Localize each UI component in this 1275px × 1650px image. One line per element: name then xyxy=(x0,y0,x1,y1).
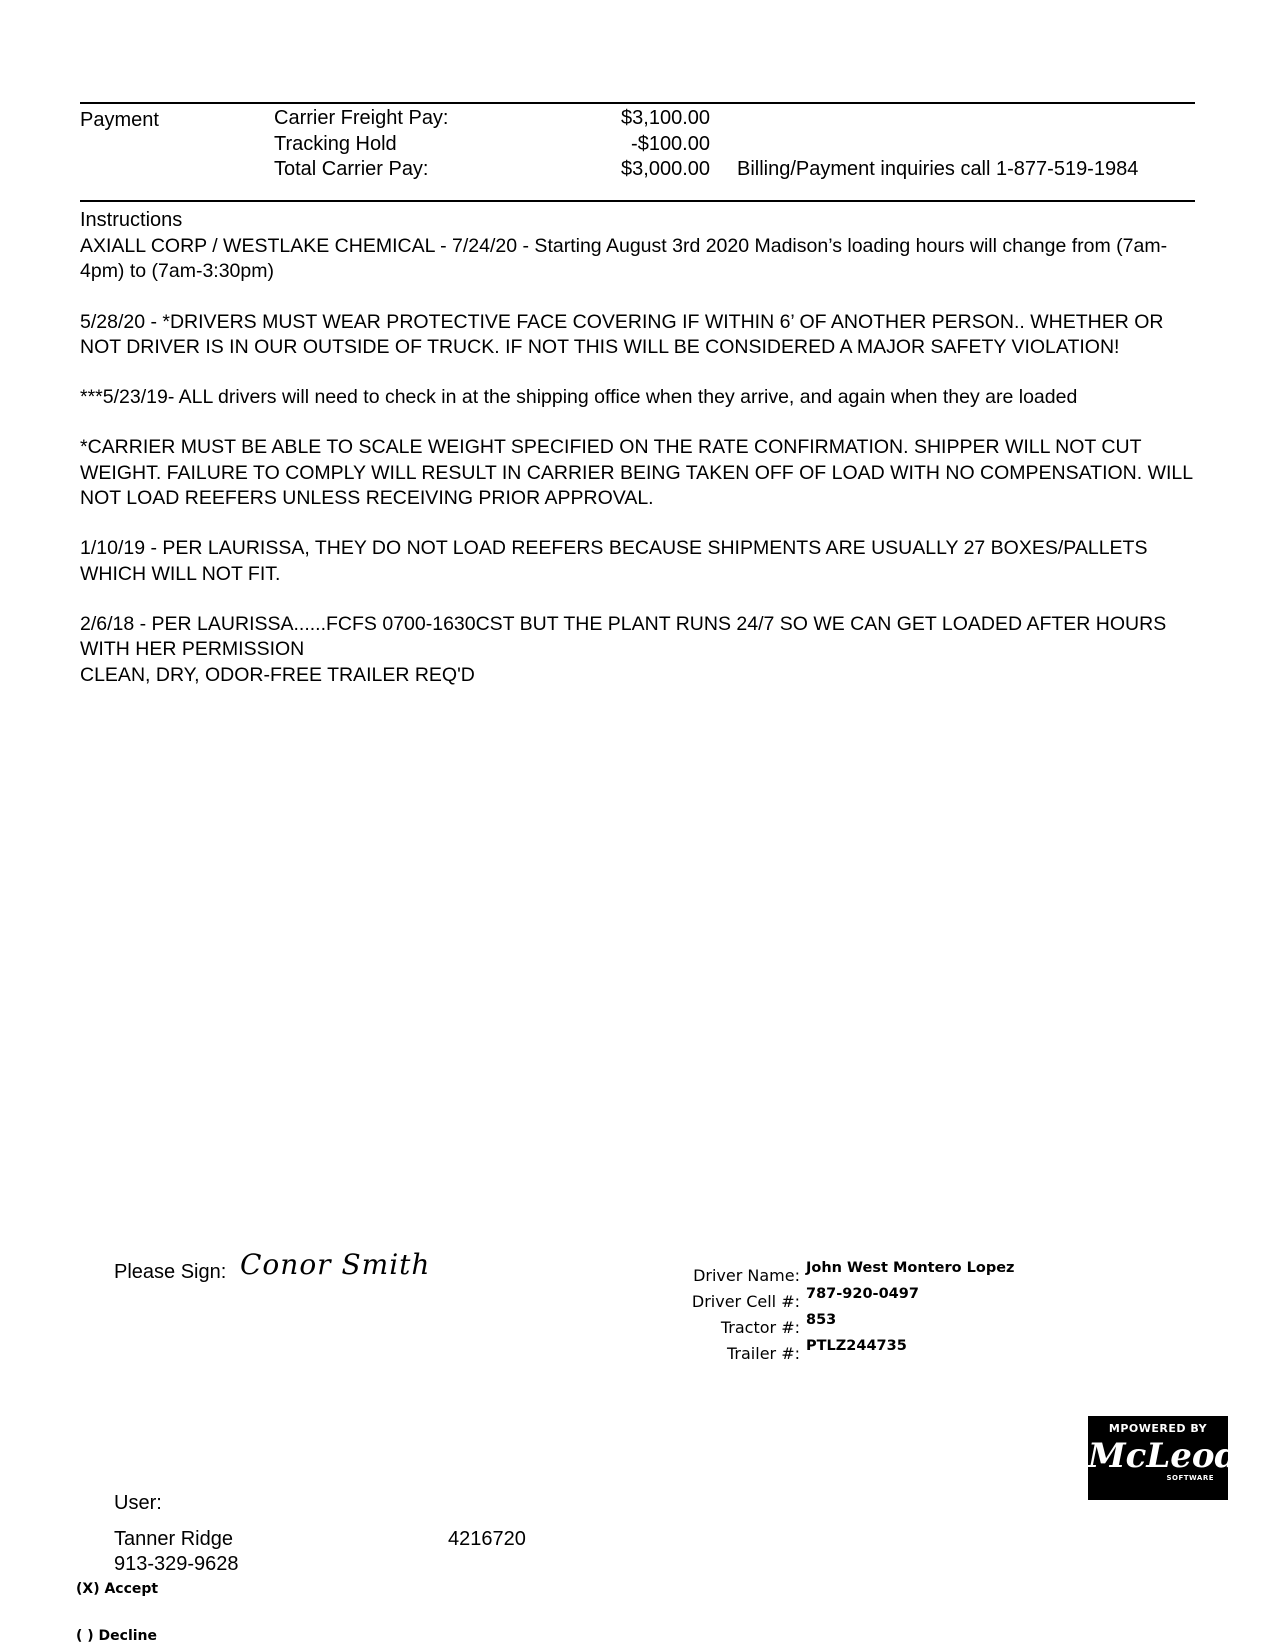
driver-name-label: Driver Name: xyxy=(693,1266,800,1285)
decline-option[interactable]: ( ) Decline xyxy=(76,1628,158,1644)
payment-bottom-rule xyxy=(80,200,1195,202)
user-number: 4216720 xyxy=(448,1528,526,1550)
trailer-value: PTLZ244735 xyxy=(806,1338,907,1354)
logo-powered-by: MPOWERED BY xyxy=(1108,1422,1208,1435)
payment-row-label: Carrier Freight Pay: xyxy=(274,107,449,129)
payment-inquiry-text: Billing/Payment inquiries call 1-877-519-1984 xyxy=(737,158,1139,180)
logo-brand: McLeod xyxy=(1088,1436,1239,1476)
driver-cell-label: Driver Cell #: xyxy=(691,1292,800,1311)
instruction-paragraph: ***5/23/19- ALL drivers will need to check in at the shipping office when they arrive, and again when they are loaded xyxy=(80,386,1078,409)
tractor-label: Tractor #: xyxy=(720,1318,800,1337)
payment-total-amount: $3,000.00 xyxy=(621,158,710,180)
instruction-paragraph: 1/10/19 - PER LAURISSA, THEY DO NOT LOAD REEFERS BECAUSE SHIPMENTS ARE USUALLY 27 BOXES/PALLETS WHICH WILL NOT FIT. xyxy=(80,537,1148,585)
accept-option[interactable]: (X) Accept xyxy=(76,1581,159,1597)
instructions-body xyxy=(80,234,1200,688)
logo-sub: SOFTWARE xyxy=(1166,1474,1214,1482)
payment-row-label: Tracking Hold xyxy=(274,133,397,155)
instruction-paragraph: AXIALL CORP / WESTLAKE CHEMICAL - 7/24/20 - Starting August 3rd 2020 Madison’s loading hours will change from (7am-4pm) to (7am-3:30pm) xyxy=(80,235,1168,283)
instruction-paragraph: 2/6/18 - PER LAURISSA......FCFS 0700-1630CST BUT THE PLANT RUNS 24/7 SO WE CAN GET LOADED AFTER HOURS WITH HER PERMISSION CLEAN, DRY, ODOR-FREE TRAILER REQ'D xyxy=(80,612,1167,686)
driver-cell-value: 787-920-0497 xyxy=(806,1286,919,1302)
user-phone: 913-329-9628 xyxy=(114,1553,239,1575)
user-label: User: xyxy=(114,1492,162,1514)
instructions-heading: Instructions xyxy=(80,209,183,231)
sign-label: Please Sign: xyxy=(114,1261,227,1283)
instruction-paragraph: 5/28/20 - *DRIVERS MUST WEAR PROTECTIVE FACE COVERING IF WITHIN 6’ OF ANOTHER PERSON.. WHETHER OR NOT DRIVER IS IN OUR OUTSIDE OF TRUCK. IF NOT THIS WILL BE CONSIDERED A MAJOR SAFETY VIOLATION! xyxy=(80,310,1164,358)
payment-heading: Payment xyxy=(80,109,159,131)
payment-row-amount: $3,100.00 xyxy=(621,107,710,129)
driver-name-value: John West Montero Lopez xyxy=(806,1260,1015,1276)
payment-top-rule xyxy=(80,102,1195,104)
user-name: Tanner Ridge xyxy=(114,1528,233,1550)
payment-row-label: Total Carrier Pay: xyxy=(274,158,429,180)
trailer-label: Trailer #: xyxy=(727,1344,800,1363)
signature-value: Conor Smith xyxy=(240,1248,431,1281)
instruction-paragraph: *CARRIER MUST BE ABLE TO SCALE WEIGHT SPECIFIED ON THE RATE CONFIRMATION. SHIPPER WILL NOT CUT WEIGHT. FAILURE TO COMPLY WILL RESULT IN CARRIER BEING TAKEN OFF OF LOAD WITH NO COMPENSATION. WILL NOT LOAD REEFERS UNLESS RECEIVING PRIOR APPROVAL. xyxy=(80,436,1193,510)
payment-row-amount: -$100.00 xyxy=(631,133,710,155)
tractor-value: 853 xyxy=(806,1312,837,1328)
mcleod-logo xyxy=(1088,1416,1239,1500)
